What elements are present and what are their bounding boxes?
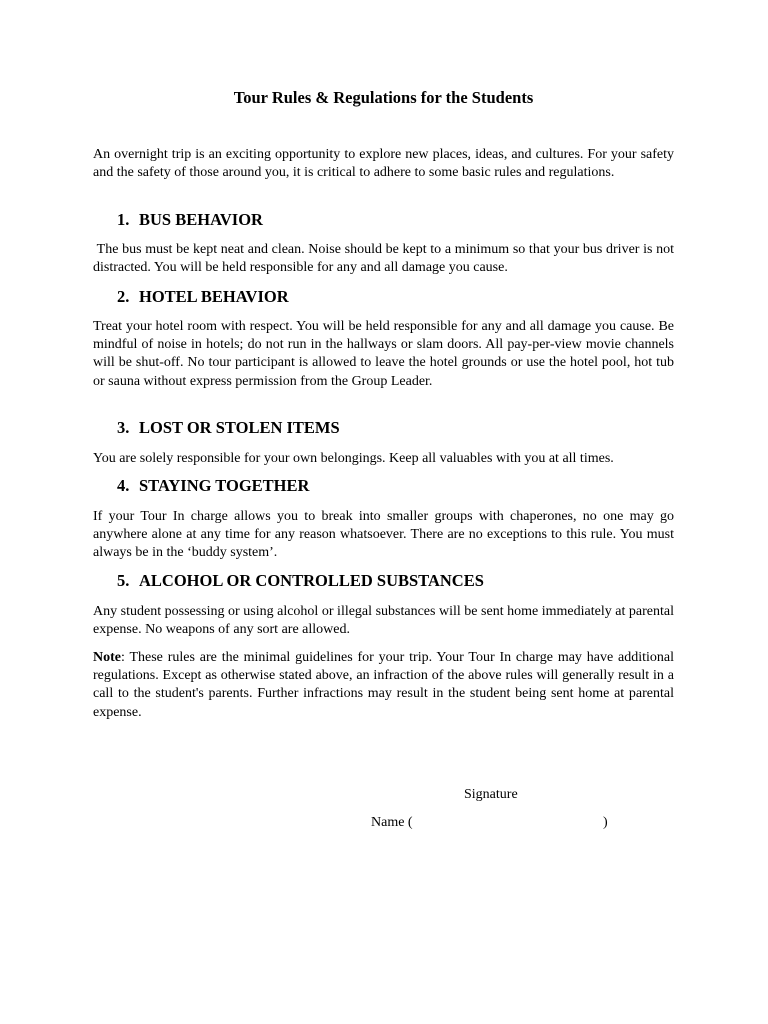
name-field[interactable] <box>371 814 608 832</box>
section-heading-hotel-behavior <box>117 287 289 307</box>
section-number: 3. <box>117 418 130 437</box>
section-title: ALCOHOL OR CONTROLLED SUBSTANCES <box>139 571 484 590</box>
section-number: 1. <box>117 210 130 229</box>
section-number: 5. <box>117 571 130 590</box>
note-label: Note <box>93 650 121 665</box>
section-heading-alcohol <box>117 571 484 591</box>
section-title: LOST OR STOLEN ITEMS <box>139 418 340 437</box>
section-title: BUS BEHAVIOR <box>139 210 263 229</box>
section-body-hotel-behavior: Treat your hotel room with respect. You will be held responsible for any and all damage you cause. Be mindful of noise in hotels; do not run in the hallways or slam doors. All pay-per-view movie channels will be shut-off. No tour participant is allowed to leave the hotel grounds or use the hotel pool, hot tub or sauna without express permission from the Group Leader. <box>93 319 674 389</box>
document-title: Tour Rules & Regulations for the Students <box>233 88 534 107</box>
section-heading-lost-items <box>117 418 340 438</box>
signature-label: Signature <box>464 787 518 802</box>
section-heading-staying-together <box>117 476 309 496</box>
section-body-lost-items: You are solely responsible for your own belongings. Keep all valuables with you at all times. <box>93 451 614 466</box>
name-field-prefix: Name ( <box>371 815 413 830</box>
section-body-staying-together: If your Tour In charge allows you to break into smaller groups with chaperones, no one may go anywhere alone at any time for any reason whatsoever. There are no exceptions to this rule. You must always be in the ‘buddy system’. <box>93 509 674 561</box>
section-title: HOTEL BEHAVIOR <box>139 287 289 306</box>
note-text: : These rules are the minimal guidelines for your trip. Your Tour In charge may have additional regulations. Except as otherwise stated above, an infraction of the above rules will generally result in a call to the student's parents. Further infractions may result in the student being sent home at parental expense. <box>93 650 674 720</box>
note-paragraph <box>93 649 674 722</box>
section-number: 2. <box>117 287 130 306</box>
intro-paragraph: An overnight trip is an exciting opportunity to explore new places, ideas, and cultures. For your safety and the safety of those around you, it is critical to adhere to some basic rules and regulations. <box>93 147 674 181</box>
section-title: STAYING TOGETHER <box>139 476 310 495</box>
section-heading-bus-behavior <box>117 210 263 230</box>
section-number: 4. <box>117 476 130 495</box>
name-field-suffix: ) <box>603 815 608 830</box>
section-body-bus-behavior: The bus must be kept neat and clean. Noise should be kept to a minimum so that your bus driver is not distracted. You will be held responsible for any and all damage you cause. <box>93 242 678 276</box>
section-body-alcohol: Any student possessing or using alcohol or illegal substances will be sent home immediately at parental expense. No weapons of any sort are allowed. <box>93 604 674 638</box>
